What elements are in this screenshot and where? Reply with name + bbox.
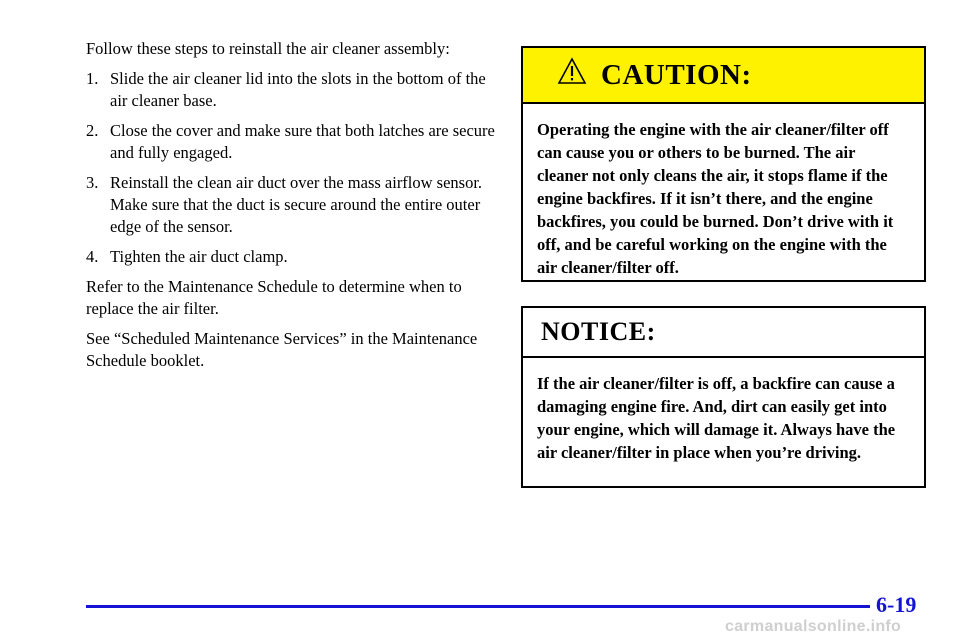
caution-box	[521, 46, 926, 282]
watermark: carmanualsonline.info	[725, 618, 902, 635]
step-number: 1.	[86, 69, 99, 88]
maintenance-schedule-paragraph: Refer to the Maintenance Schedule to determine when to replace the air filter.	[86, 277, 462, 318]
list-item	[86, 68, 496, 112]
notice-title: NOTICE:	[541, 317, 656, 346]
warning-triangle-icon	[557, 57, 587, 85]
list-item	[86, 246, 496, 268]
page-number: 6-19	[876, 592, 917, 617]
step-number: 2.	[86, 121, 99, 140]
step-text: Reinstall the clean air duct over the mass airflow sensor. Make sure that the duct is secure around the entire outer edge of the sensor.	[110, 173, 483, 236]
caution-body: Operating the engine with the air cleaner/filter off can cause you or others to be burned. The air cleaner not only cleans the air, it stops flame if the engine backfires. If it isn’t there, and the engine backfires, you could be burned. Don’t drive with it off, and be careful working on the engine with the air cleaner/filter off.	[537, 120, 894, 277]
steps-list	[86, 68, 496, 268]
step-text: Slide the air cleaner lid into the slots in the bottom of the air cleaner base.	[110, 69, 486, 110]
scheduled-services-paragraph: See “Scheduled Maintenance Services” in the Maintenance Schedule booklet.	[86, 329, 478, 370]
caution-title: CAUTION:	[601, 58, 752, 91]
notice-body: If the air cleaner/filter is off, a backfire can cause a damaging engine fire. And, dirt can easily get into your engine, which will damage it. Always have the air cleaner/filter in place when you’re driving.	[537, 374, 896, 462]
step-text: Close the cover and make sure that both latches are secure and fully engaged.	[110, 121, 495, 162]
footer-rule	[86, 605, 870, 608]
caution-header	[523, 48, 924, 104]
list-item	[86, 120, 496, 164]
step-number: 3.	[86, 173, 99, 192]
notice-box	[521, 306, 926, 488]
intro-text: Follow these steps to reinstall the air cleaner assembly:	[86, 39, 450, 58]
instructions-column	[86, 38, 496, 380]
list-item	[86, 172, 496, 238]
step-text: Tighten the air duct clamp.	[110, 247, 288, 266]
step-number: 4.	[86, 247, 99, 266]
notice-header	[523, 308, 924, 358]
